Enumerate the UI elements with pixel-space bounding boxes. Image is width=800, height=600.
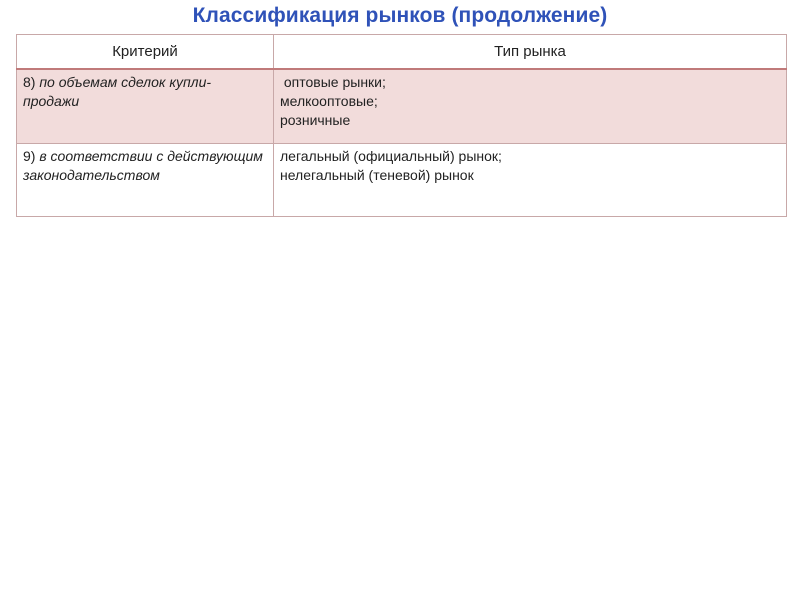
criterion-cell bbox=[17, 69, 274, 143]
criterion-text: в соответствии с действующим законодательством bbox=[23, 147, 263, 183]
table-row bbox=[17, 69, 787, 143]
criterion-text: по объемам сделок купли-продажи bbox=[23, 74, 212, 109]
market-type-item: легальный (официальный) рынок; bbox=[280, 147, 502, 164]
row-number: 8) bbox=[23, 74, 36, 90]
market-classification-table bbox=[16, 34, 787, 217]
table-header-row bbox=[17, 35, 787, 70]
market-type-item: нелегальный (теневой) рынок bbox=[280, 166, 474, 183]
market-type-cell bbox=[274, 69, 787, 143]
page-title: Классификация рынков (продолжение) bbox=[192, 4, 608, 27]
market-type-item: мелкооптовые; bbox=[280, 93, 378, 109]
market-type-item: оптовые рынки; bbox=[280, 74, 386, 90]
market-type-item: розничные bbox=[280, 112, 351, 128]
column-header-market-type: Тип рынка bbox=[274, 35, 787, 70]
market-type-cell bbox=[274, 143, 787, 216]
column-header-criterion: Критерий bbox=[17, 35, 274, 70]
table-row bbox=[17, 143, 787, 216]
row-number: 9) bbox=[23, 147, 36, 164]
criterion-cell bbox=[17, 143, 274, 216]
